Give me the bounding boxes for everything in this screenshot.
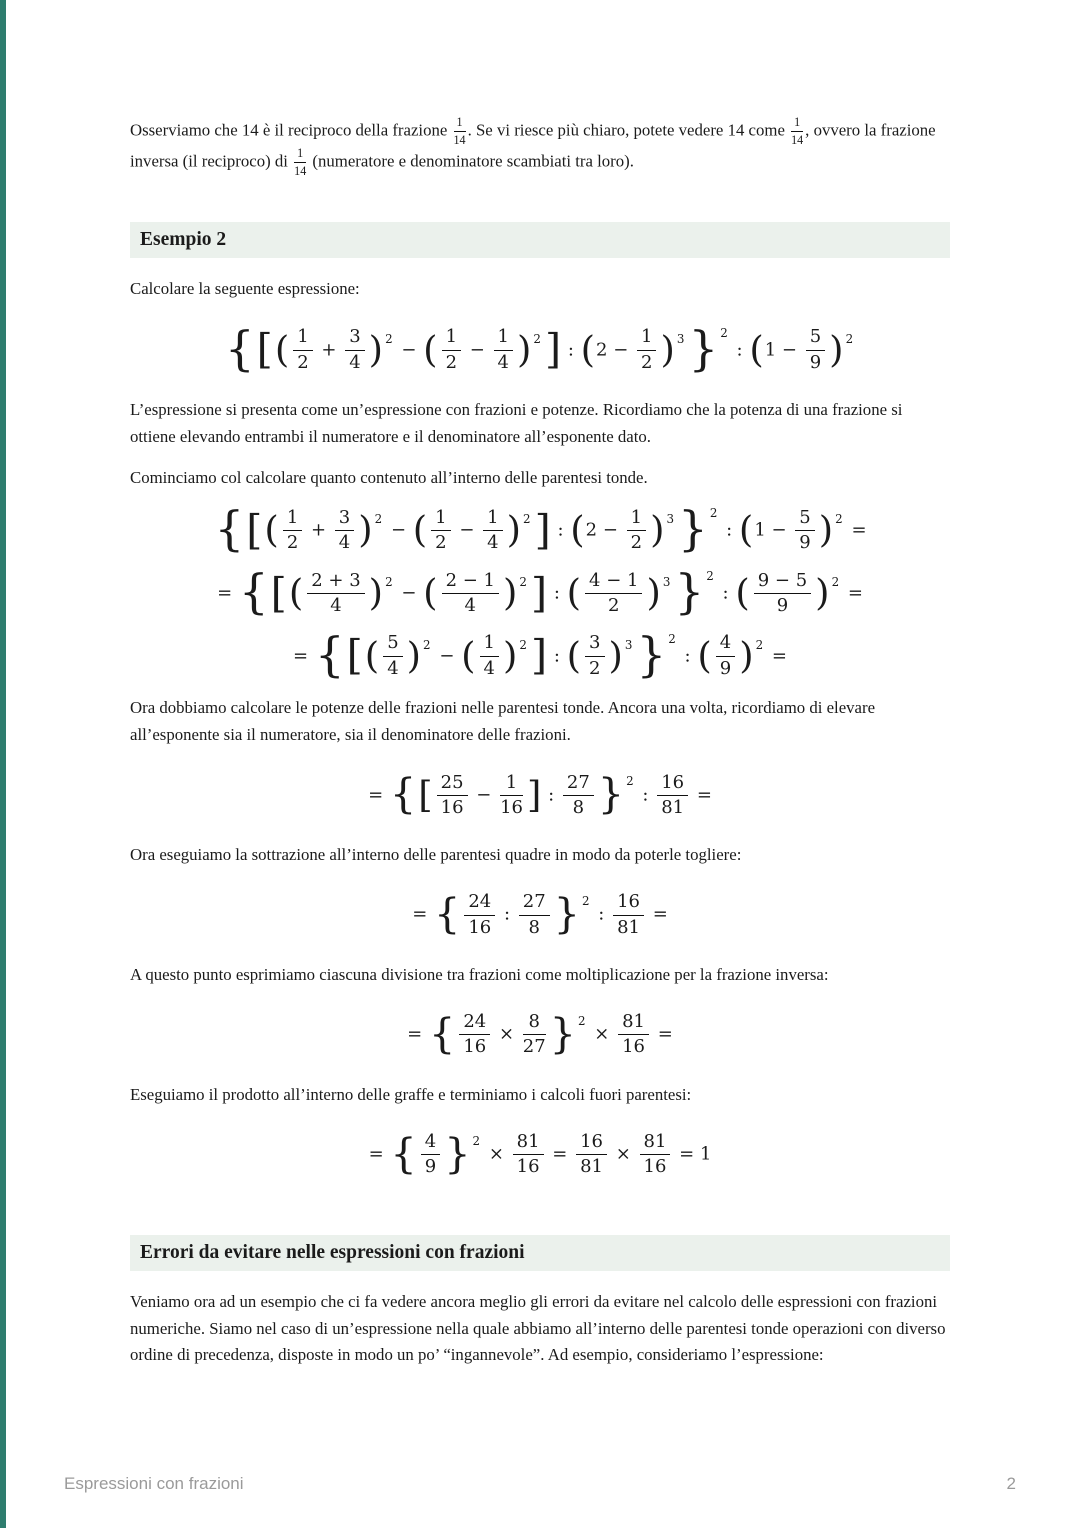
left-accent-strip [0, 0, 6, 1528]
formula-step-2: = { $\frac{24}{16}$ : $\frac{27}{8}$ } $^2$ : $\frac{16}{81}$ = [412, 890, 668, 939]
paragraph-potenze-frazioni: Ora dobbiamo calcolare le potenze delle frazioni nelle parentesi tonde. Ancora una volta, ricordiamo di elevare all’esponente sia il numeratore, sia il denominatore delle frazioni. [130, 698, 876, 744]
footer-document-title: Espressioni con frazioni [64, 1474, 244, 1493]
paragraph-sottrazione: Ora eseguiamo la sottrazione all’interno delle parentesi quadre in modo da poterle togliere: [130, 844, 742, 864]
intro-paragraph: Osserviamo che 14 è il reciproco della frazione $\frac{1}{14}$ . Se vi riesce più chiaro, potete vedere 14 come $\frac{1}{14}$ , ovvero la frazione inversa (il reciproco) di $\frac{1}{14}$ (numeratore e denominatore scambiati tra loro). [130, 115, 940, 178]
section-header-esempio-2: Esempio 2 [130, 222, 950, 258]
formula-final: = { $\frac{4}{9}$ } $^2$ × $\frac{81}{16}$ = $\frac{16}{81}$ × $\frac{81}{16}$ = 1 [368, 1129, 712, 1178]
paragraph-divisione-inversa: A questo punto esprimiamo ciascuna divisione tra frazioni come moltiplicazione per la frazione inversa: [130, 964, 829, 984]
derivation-line-3: = {[( $\frac{5}{4}$ ) $^2$ − ( $\frac{1}{4}$ ) $^2$] : ( $\frac{3}{2}$ ) $^3$} $^2$ : ( $\frac{4}{9}$ ) $^2$ = [293, 628, 787, 683]
footer-page-number: 2 [1006, 1474, 1016, 1493]
paragraph-errori-intro: Veniamo ora ad un esempio che ci fa vedere ancora meglio gli errori da evitare nel calcolo delle espressioni con frazioni numeriche. Siamo nel caso di un’espressione nella quale abbiamo all’interno delle parentesi tonde operazioni con diverso ordine di precedenza, disposte in modo un po’ “ingannevole”. Ad esempio, consideriamo l’espressione: [130, 1292, 946, 1365]
formula-step-1: = {[ $\frac{25}{16}$ − $\frac{1}{16}$ ] : $\frac{27}{8}$ } $^2$ : $\frac{16}{81}$ = [368, 770, 712, 819]
derivation-line-2: = {[( $\frac{2 + 3}{4}$ ) $^2$ − ( $\frac{2 - 1}{4}$ ) $^2$] : ( $\frac{4 - 1}{2}$ ) $^3$} $^2$ : ( $\frac{9 - 5}{9}$ ) $^2$ = [217, 565, 863, 620]
paragraph-prodotto-graffe: Eseguiamo il prodotto all’interno delle graffe e terminiamo i calcoli fuori parentesi: [130, 1084, 692, 1104]
section-header-errori: Errori da evitare nelle espressioni con frazioni [130, 1235, 950, 1271]
formula-main: {[( $\frac{1}{2}$ + $\frac{3}{4}$ ) $^2$ − ( $\frac{1}{2}$ − $\frac{1}{4}$ ) $^2$] : (2 − $\frac{1}{2}$ ) $^3$} $^2$ : (1 − $\frac{5}{9}$ ) $^2$ [224, 322, 854, 377]
formula-step-3: = { $\frac{24}{16}$ × $\frac{8}{27}$ } $^2$ × $\frac{81}{16}$ = [407, 1010, 673, 1059]
lead-calcolare: Calcolare la seguente espressione: [130, 279, 360, 299]
paragraph-cominciamo: Cominciamo col calcolare quanto contenuto all’interno delle parentesi tonde. [130, 467, 648, 487]
paragraph-espressione-potenze: L’espressione si presenta come un’espressione con frazioni e potenze. Ricordiamo che la potenza di una frazione si ottiene elevando entrambi il numeratore e il denominatore all’esponente dato. [130, 400, 903, 446]
derivation-line-1: {[( $\frac{1}{2}$ + $\frac{3}{4}$ ) $^2$ − ( $\frac{1}{2}$ − $\frac{1}{4}$ ) $^2$] : (2 − $\frac{1}{2}$ ) $^3$} $^2$ : (1 − $\frac{5}{9}$ ) $^2$ = [214, 503, 867, 558]
page-footer [64, 1474, 1016, 1494]
